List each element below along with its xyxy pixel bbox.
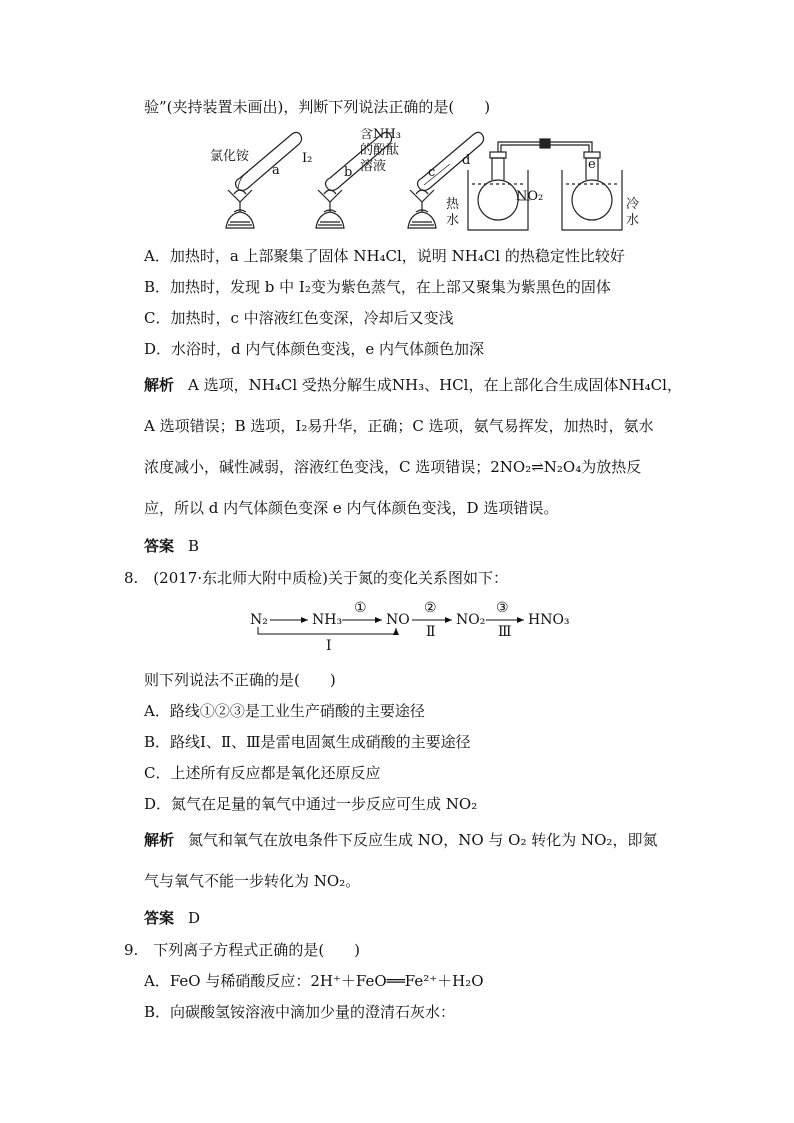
species-no2: NO₂ [456, 612, 486, 628]
q8-question: 则下列说法不正确的是( ) [144, 671, 336, 689]
label-cold-2: 水 [626, 213, 640, 228]
flask-d [478, 152, 518, 220]
label-a-reagent: 氯化铵 [210, 149, 250, 164]
q7-analysis-line-2: A 选项错误；B 选项，I₂易升华，正确；C 选项，氨气易挥发，加热时，氨水 [144, 417, 654, 435]
q8-analysis-line-2: 气与氧气不能一步转化为 NO₂。 [144, 872, 361, 890]
label-gas: NO₂ [516, 189, 544, 204]
burner-a [226, 190, 254, 228]
label-hot-2: 水 [446, 213, 460, 228]
q8-analysis-label: 解析 [144, 831, 175, 849]
label-c-reagent-3: 溶液 [360, 159, 387, 174]
species-no: NO [386, 612, 410, 628]
q7-analysis-label: 解析 [144, 376, 175, 394]
q7-answer-line [144, 536, 199, 556]
q8-answer-line [144, 908, 200, 928]
nitrogen-cycle-diagram [246, 596, 586, 656]
step-3: ③ [496, 600, 509, 616]
q9-stem: 9. 下列离子方程式正确的是( ) [124, 941, 361, 959]
q9-option-b: B．向碳酸氢铵溶液中滴加少量的澄清石灰水： [144, 1003, 456, 1021]
label-d: d [462, 153, 471, 168]
q7-answer-label: 答案 [144, 537, 175, 555]
q8-analysis-line-1 [144, 830, 657, 850]
q7-analysis-line-4: 应，所以 d 内气体颜色变深 e 内气体颜色变浅，D 选项错误。 [144, 499, 559, 517]
label-cold-1: 冷 [626, 197, 640, 212]
label-b-reagent: I₂ [302, 151, 313, 166]
q7-analysis-text-1: A 选项，NH₄Cl 受热分解生成NH₃、HCl，在上部化合生成固体NH₄Cl， [188, 376, 682, 394]
q8-option-b: B．路线Ⅰ、Ⅱ、Ⅲ是雷电固氮生成硝酸的主要途径 [144, 733, 471, 751]
burner-c [408, 190, 436, 228]
route-3: Ⅲ [498, 624, 512, 640]
q7-option-a: A．加热时，a 上部聚集了固体 NH₄Cl，说明 NH₄Cl 的热稳定性比较好 [144, 247, 625, 265]
q8-answer: D [188, 909, 201, 927]
q7-analysis-line-1 [144, 375, 682, 395]
step-2: ② [424, 600, 437, 616]
burner-b [316, 190, 344, 228]
q7-analysis-line-3: 浓度减小，碱性减弱，溶液红色变浅，C 选项错误；2NO₂⇌N₂O₄为放热反 [144, 458, 642, 476]
species-hno3: HNO₃ [528, 612, 570, 628]
connecting-tube [498, 139, 592, 152]
step-1: ① [354, 600, 367, 616]
q8-option-d: D．氮气在足量的氧气中通过一步反应可生成 NO₂ [144, 795, 478, 813]
label-c-reagent-2: 的酚酞 [360, 143, 400, 158]
beaker-cold-water [562, 170, 622, 230]
q8-stem: 8. (2017·东北师大附中质检)关于氮的变化关系图如下： [124, 569, 508, 587]
q7-option-b: B．加热时，发现 b 中 I₂变为紫色蒸气，在上部又聚集为紫黑色的固体 [144, 278, 611, 296]
q7-answer: B [188, 537, 200, 555]
species-nh3: NH₃ [312, 612, 343, 628]
route-2: Ⅱ [426, 624, 436, 640]
label-c: c [428, 165, 436, 180]
label-e: e [588, 157, 596, 172]
q7-option-d: D．水浴时，d 内气体颜色变浅，e 内气体颜色加深 [144, 340, 485, 358]
label-c-reagent-1: 含NH₃ [360, 128, 401, 142]
q8-option-a: A．路线①②③是工业生产硝酸的主要途径 [144, 702, 425, 720]
test-tube-c [418, 132, 484, 190]
q8-answer-label: 答案 [144, 909, 175, 927]
q7-intro: 验”(夹持装置未画出)，判断下列说法正确的是( ) [144, 98, 491, 116]
q9-option-a: A．FeO 与稀硝酸反应：2H⁺＋FeO══Fe²⁺＋H₂O [144, 972, 484, 990]
route-1: Ⅰ [326, 638, 332, 654]
species-n2: N₂ [250, 612, 268, 628]
q7-apparatus-figure [200, 128, 700, 238]
label-a: a [272, 163, 280, 178]
label-b: b [344, 165, 353, 180]
q8-option-c: C．上述所有反应都是氧化还原反应 [144, 764, 381, 782]
q7-option-c: C．加热时，c 中溶液红色变深，冷却后又变浅 [144, 309, 454, 327]
q8-analysis-text-1: 氮气和氧气在放电条件下反应生成 NO，NO 与 O₂ 转化为 NO₂，即氮 [188, 831, 658, 849]
label-hot-1: 热 [446, 197, 460, 212]
